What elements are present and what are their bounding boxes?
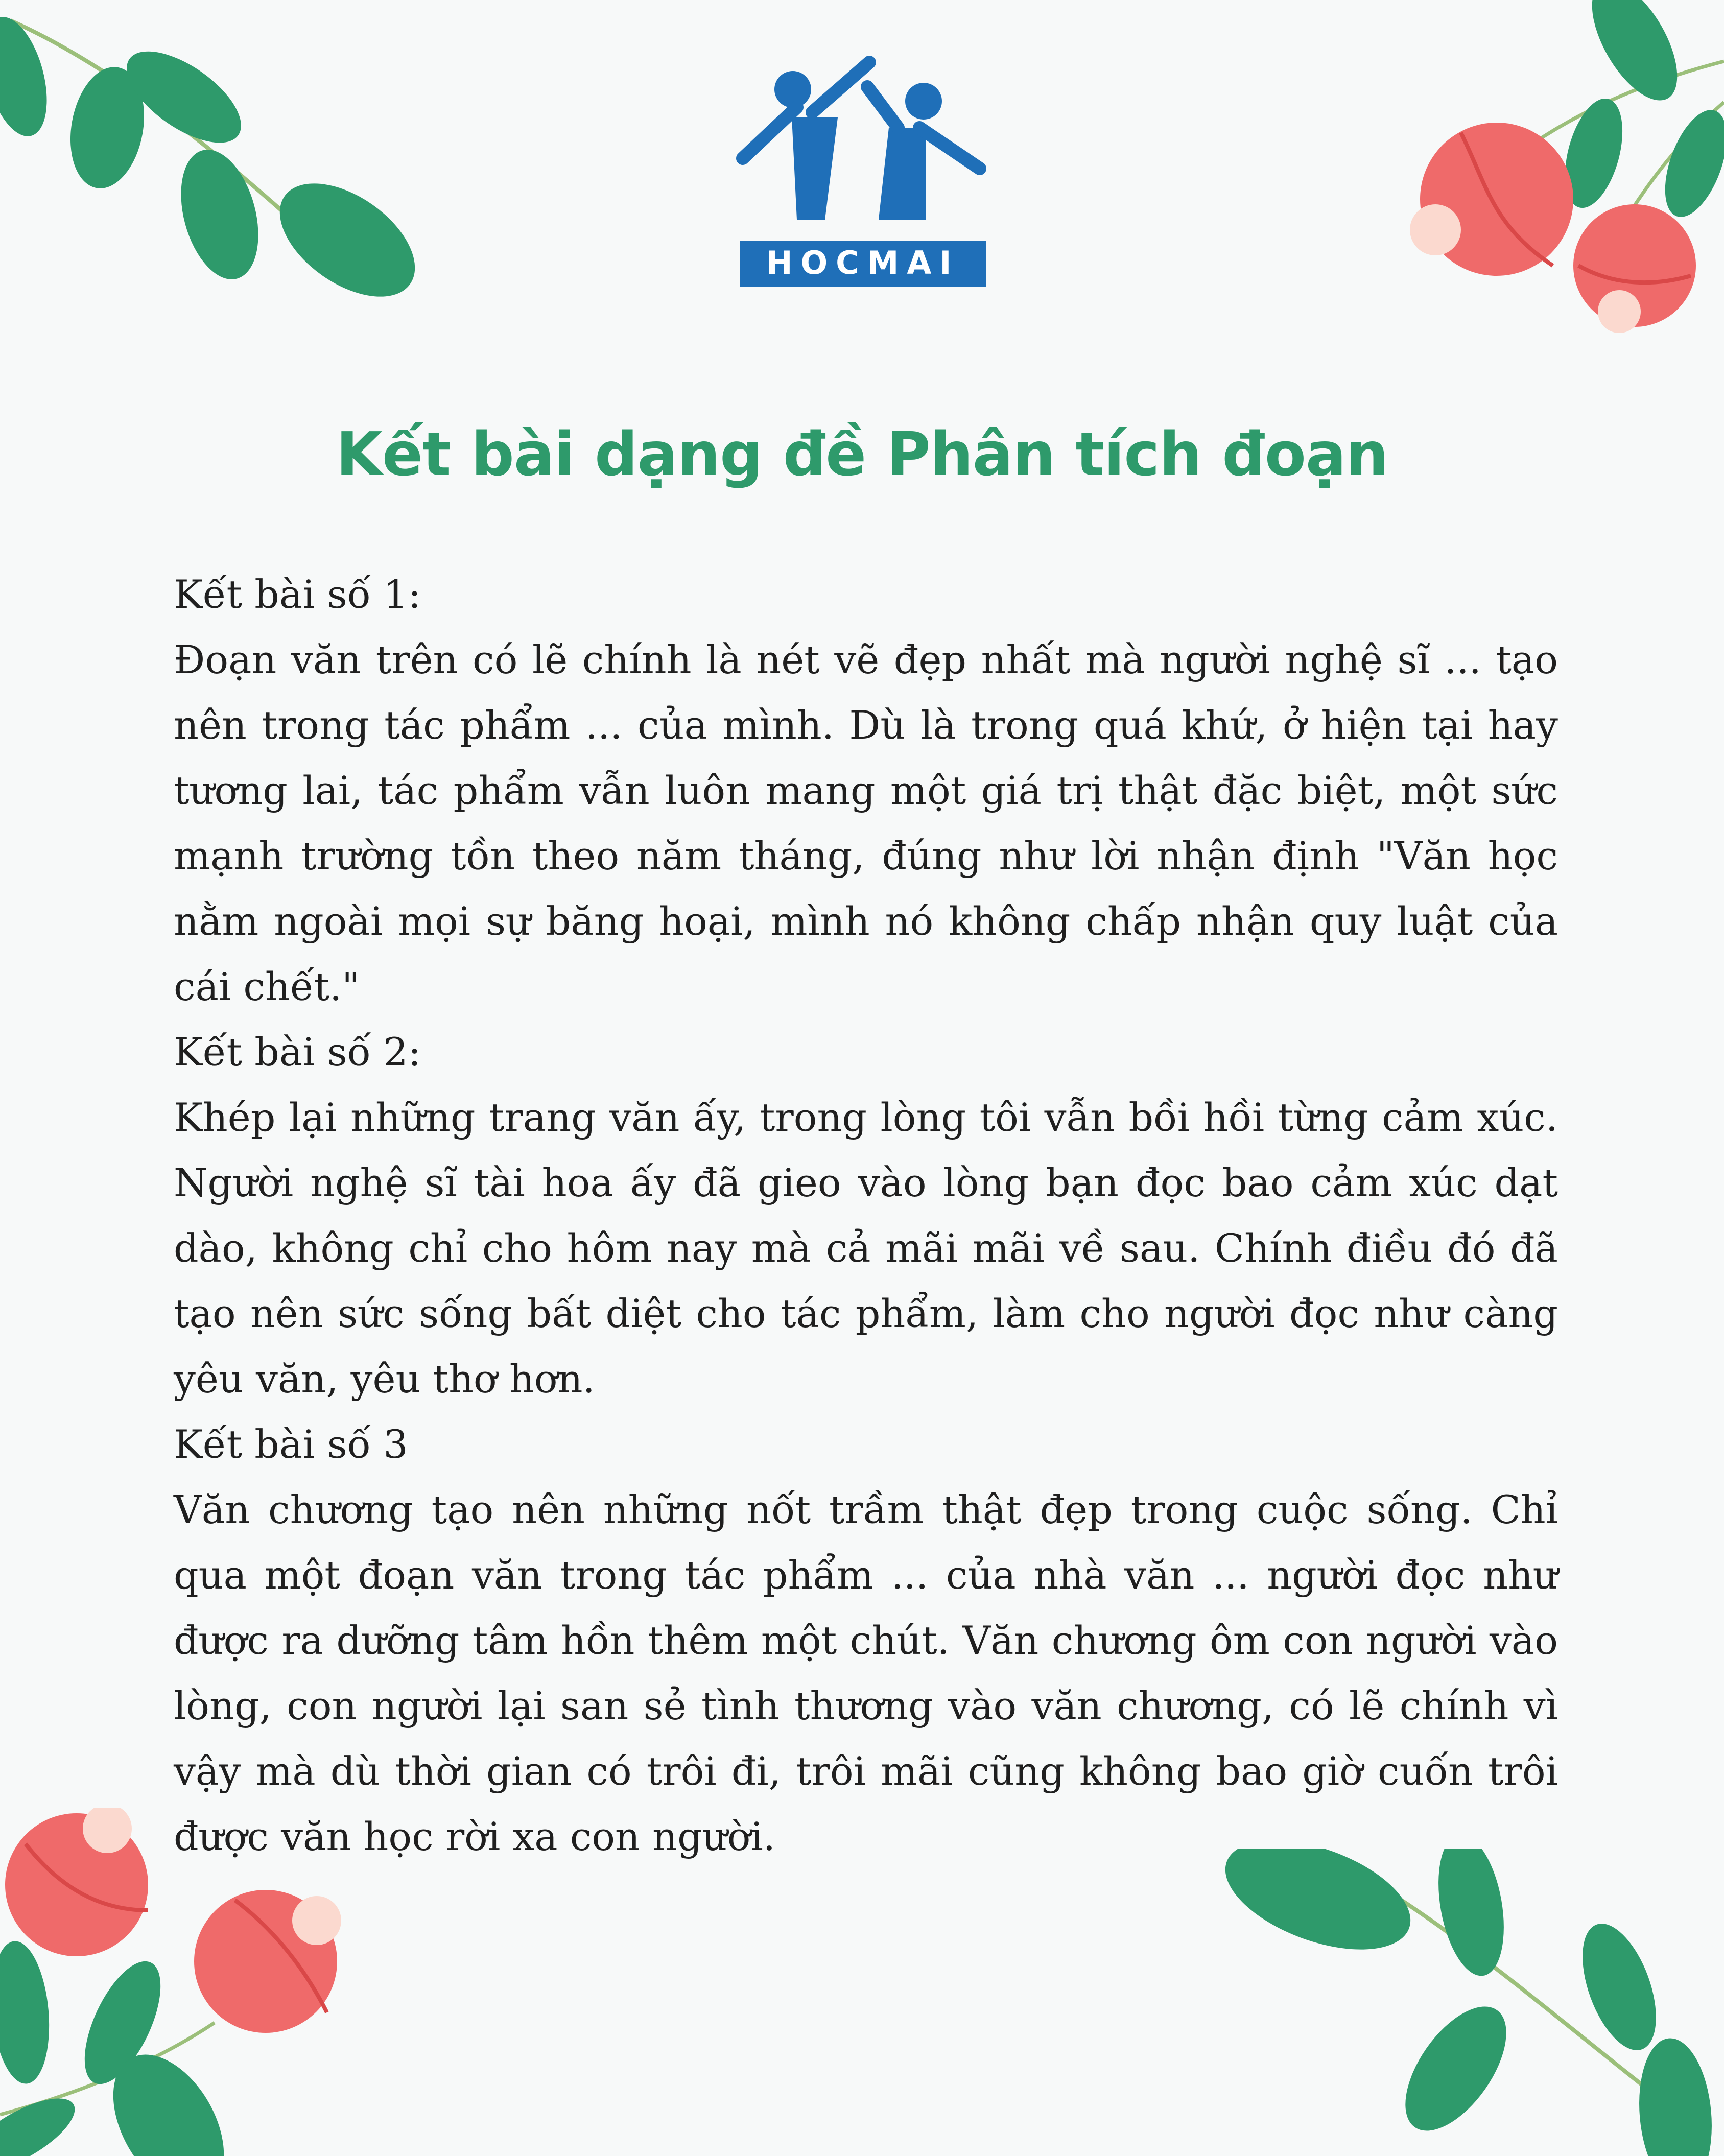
hocmai-logo xyxy=(736,51,991,291)
leaf-branch-decoration xyxy=(0,0,439,317)
flower-decoration xyxy=(1359,0,1724,358)
section-heading: Kết bài số 1: xyxy=(174,572,421,617)
section-body: Đoạn văn trên có lẽ chính là nét vẽ đẹp nhất mà người nghệ sĩ ... tạo nên trong tác phẩm ... của mình. Dù là trong quá khứ, ở hiện tại hay tương lai, tác phẩm vẫn luôn mang một giá trị thật đặc biệt, một sức mạnh trường tồn theo năm tháng, đúng như lời nhận định "Văn học nằm ngoài mọi sự băng hoại, mình nó không chấp nhận quy luật của cái chết." xyxy=(174,637,1558,1009)
section-body: Văn chương tạo nên những nốt trầm thật đẹp trong cuộc sống. Chỉ qua một đoạn văn trong tác phẩm ... của nhà văn ... người đọc như được ra dưỡng tâm hồn thêm một chút. Văn chương ôm con người vào lòng, con người lại san sẻ tình thương vào văn chương, có lẽ chính vì vậy mà dù thời gian có trôi đi, trôi mãi cũng không bao giờ cuốn trôi được văn học rời xa con người. xyxy=(174,1487,1558,1859)
section-heading: Kết bài số 2: xyxy=(174,1029,421,1075)
section-heading: Kết bài số 3 xyxy=(174,1421,408,1467)
page-title: Kết bài dạng đề Phân tích đoạn xyxy=(336,419,1388,489)
section-body: Khép lại những trang văn ấy, trong lòng tôi vẫn bồi hồi từng cảm xúc. Người nghệ sĩ tài hoa ấy đã gieo vào lòng bạn đọc bao cảm xúc dạt dào, không chỉ cho hôm nay mà cả mãi mãi về sau. Chính điều đó đã tạo nên sức sống bất diệt cho tác phẩm, làm cho người đọc như càng yêu văn, yêu thơ hơn. xyxy=(174,1095,1558,1402)
leaf-branch-decoration xyxy=(1216,1849,1724,2156)
content-body xyxy=(174,562,1558,1869)
logo-text: HOCMAI xyxy=(766,244,960,281)
